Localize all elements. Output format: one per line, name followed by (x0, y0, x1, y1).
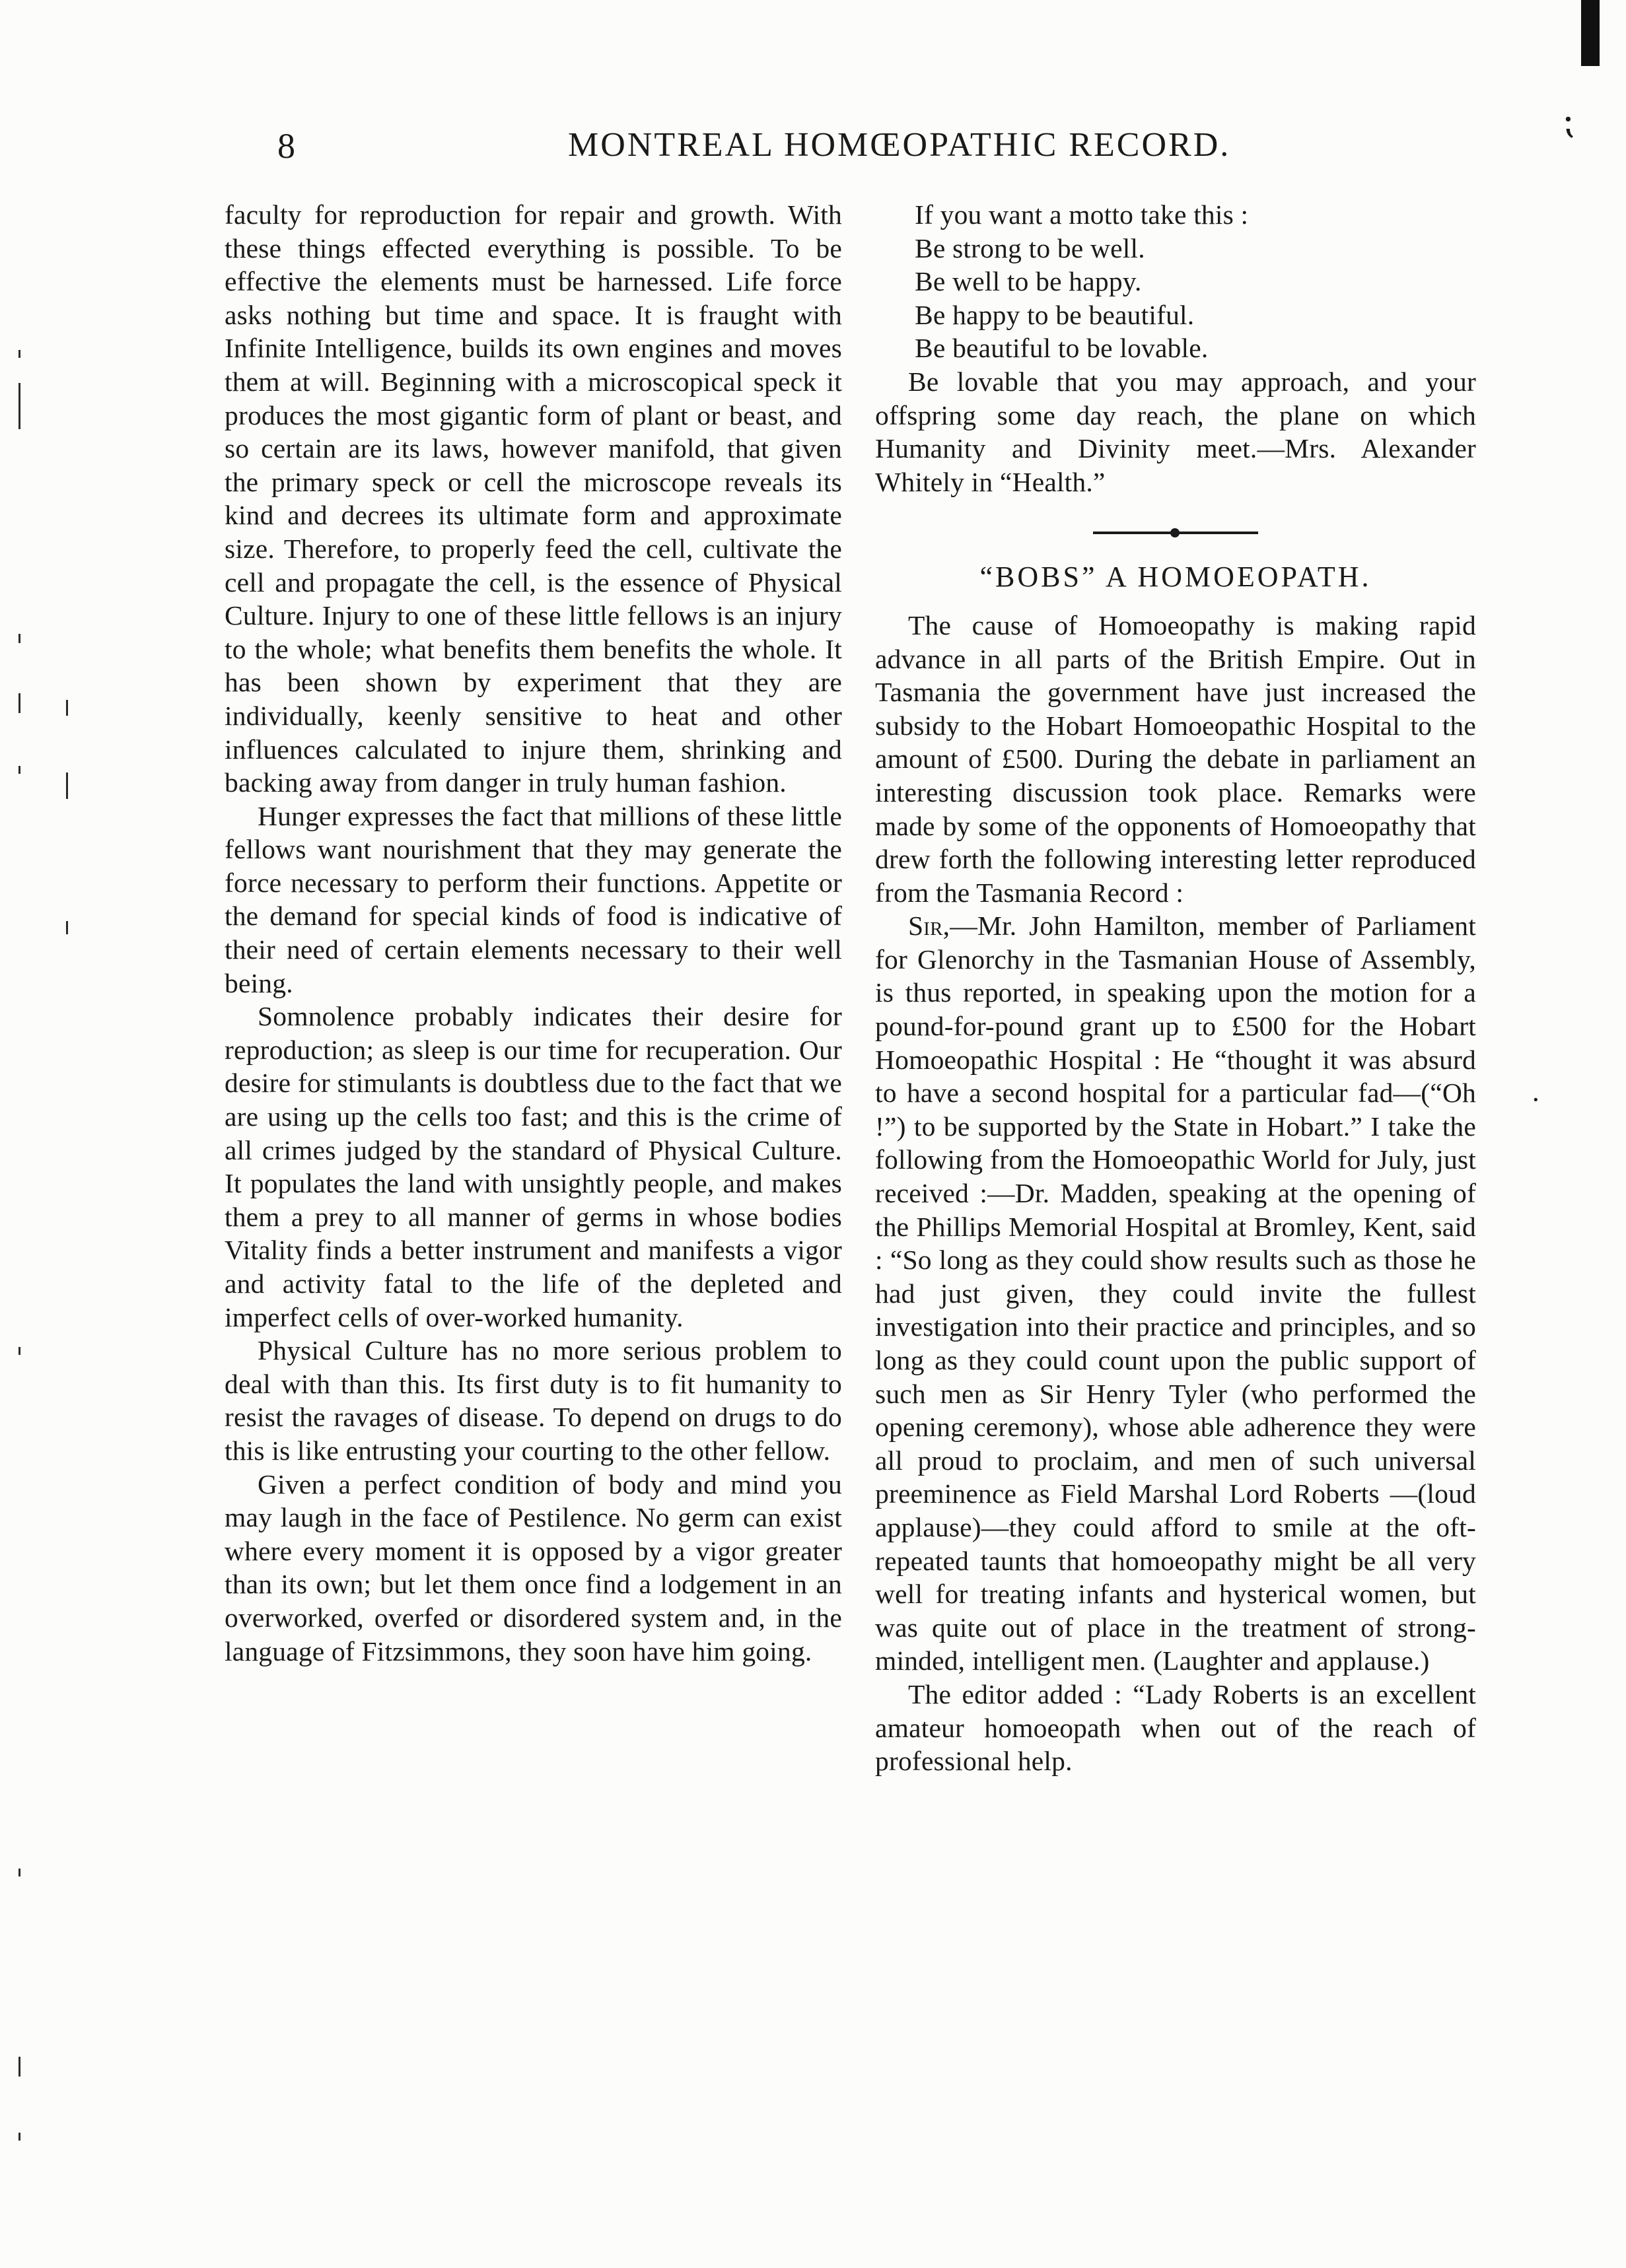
motto-attribution-paragraph: Be lovable that you may approach, and your offspring some day reach, the plane on which Humanity and Divinity meet.—Mrs. Alexander Whitely in “Health.” (875, 366, 1476, 497)
right-column (875, 198, 1476, 1778)
margin-speck: · (1531, 1083, 1541, 1116)
page-number: 8 (277, 126, 296, 166)
motto-block (875, 198, 1476, 365)
body-paragraph: The editor added : “Lady Roberts is an excellent amateur homoeopath when out of the reach of professional help. (875, 1678, 1476, 1777)
motto-line: Be well to be happy. (915, 266, 1142, 297)
article-heading: “BOBS” A HOMOEOPATH. (979, 561, 1372, 594)
margin-speck (66, 921, 68, 934)
running-title: MONTREAL HOMŒOPATHIC RECORD. (568, 126, 1231, 164)
left-column (225, 198, 842, 1668)
margin-speck (66, 700, 68, 716)
margin-speck (18, 634, 20, 643)
margin-speck (18, 383, 20, 429)
margin-speck (18, 2057, 20, 2077)
margin-speck (18, 1347, 20, 1355)
margin-speck (18, 2133, 20, 2141)
section-divider (1093, 532, 1258, 534)
page-header (277, 125, 1506, 178)
letter-paragraph (875, 909, 1476, 1678)
margin-speck (18, 766, 20, 774)
body-paragraph: faculty for reproduction for repair and growth. With these things effected everything is possible. To be effective the elements must be harnessed. Life force asks nothing but time and space. It is fraught with Infinite Intelligence, builds its own engines and moves them at will. Beginning with a microscopical speck it produces the most gigantic form of plant or beast, and so certain are its laws, however manifold, that given the primary speck or cell the microscope reveals its kind and decrees its ultimate form and approximate size. Therefore, to properly feed the cell, cultivate the cell and propagate the cell, is the essence of Physical Culture. Injury to one of these little fellows is an injury to the whole; what benefits them benefits the whole. It has been shown by experiment that they are individually, keenly sensitive to heat and other influences calculated to injure them, shrinking and backing away from danger in truly human fashion. (225, 199, 842, 798)
letter-salutation: Sir,— (908, 911, 977, 942)
body-paragraph: The cause of Homoeopathy is making rapid advance in all parts of the British Empire. Out in Tasmania the government have just increased the subsidy to the Hobart Homoeopathic Hospital to the amount of £500. During the debate in parliament an interesting discussion took place. Remarks were made by some of the opponents of Homoeopathy that drew forth the following interesting letter reproduced from the Tasmania Record : (875, 609, 1476, 908)
scan-corner-mark: ⁏ (1562, 100, 1574, 141)
body-paragraph: Given a perfect condition of body and mind you may laugh in the face of Pestilence. No germ can exist where every moment it is opposed by a vigor greater than its own; but let them once find a lodgement in an overworked, overfed or disordered system and, in the language of Fitzsimmons, they soon have him going. (225, 1468, 842, 1667)
body-paragraph: Physical Culture has no more serious problem to deal with than this. Its first duty is to fit humanity to resist the ravages of disease. To depend on drugs to do this is like entrusting your courting to the other fellow. (225, 1335, 842, 1466)
motto-line: Be happy to be beautiful. (915, 299, 1195, 330)
margin-speck (18, 1869, 20, 1876)
body-paragraph: Hunger expresses the fact that millions of these little fellows want nourishment that they may generate the force necessary to perform their functions. Appetite or the demand for special kinds of food is indicative of their need of certain elements necessary to their well being. (225, 800, 842, 998)
scan-edge-mark (1581, 0, 1600, 66)
motto-line: Be beautiful to be lovable. (915, 333, 1209, 364)
body-paragraph: Somnolence probably indicates their desire for reproduction; as sleep is our time for recuperation. Our desire for stimulants is doubtless due to the fact that we are using up the cells too fast; and this is the crime of all crimes judged by the standard of Physical Culture. It populates the land with unsightly people, and makes them a prey to all manner of germs in whose bodies Vitality finds a better instrument and manifests a vigor and activity fatal to the life of the depleted and imperfect cells of over-worked humanity. (225, 1001, 842, 1332)
letter-body: Mr. John Hamilton, member of Parliament for Glenorchy in the Tasmanian House of Assembly, is thus reported, in speaking upon the motion for a pound-for-pound grant up to £500 for the Hobart Homoeopathic Hospital : He “thought it was absurd to have a second hospital for a particular fad—(“Oh !”) to be supported by the State in Hobart.” I take the following from the Homoeopathic World for July, just received :—Dr. Madden, speaking at the opening of the Phillips Memorial Hospital at Bromley, Kent, said : “So long as they could show results such as those he had just given, they could invite the fullest investigation into their practice and principles, and so long as they could count upon the public support of such men as Sir Henry Tyler (who performed the opening ceremony), whose able adherence they were all proud to proclaim, and men of such universal preeminence as Field Marshal Lord Roberts —(loud applause)—they could afford to smile at the oft-repeated taunts that homoeopathy might be all very well for treating infants and hysterical women, but was quite out of place in the treatment of strong-minded, intelligent men. (Laughter and applause.) (875, 911, 1476, 1676)
motto-line: Be strong to be well. (915, 232, 1145, 263)
margin-speck (66, 773, 68, 799)
margin-speck (18, 693, 20, 713)
margin-speck (18, 350, 20, 358)
motto-line: If you want a motto take this : (915, 199, 1249, 230)
